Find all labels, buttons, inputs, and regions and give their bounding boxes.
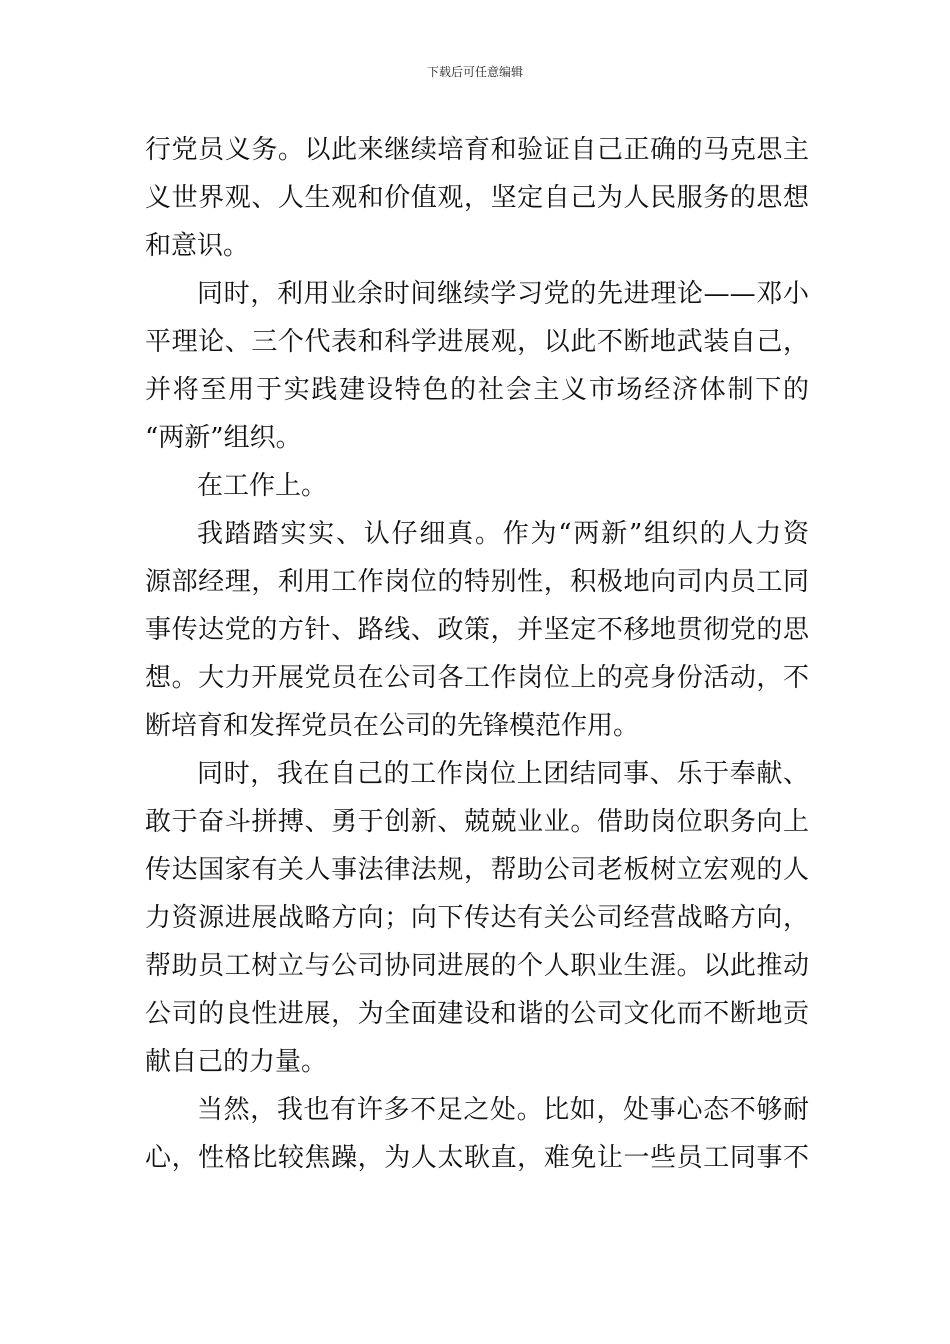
- text-line: 同时，我在自己的工作岗位上团结同事、乐于奉献、: [197, 759, 809, 789]
- text-line: “两新”组织。: [145, 423, 302, 453]
- text-line: 和意识。: [145, 231, 250, 261]
- text-line: 力资源进展战略方向；向下传达有关公司经营战略方向，: [145, 903, 809, 933]
- text-line: 公司的良性进展，为全面建设和谐的公司文化而不断地贡: [145, 999, 809, 1029]
- text-line: 传达国家有关人事法律法规，帮助公司老板树立宏观的人: [145, 855, 809, 885]
- text-line: 敢于奋斗拼搏、勇于创新、兢兢业业。借助岗位职务向上: [145, 807, 809, 837]
- text-line: 献自己的力量。: [145, 1047, 328, 1077]
- text-line: 源部经理，利用工作岗位的特别性，积极地向司内员工同: [145, 567, 809, 597]
- text-line: 行党员义务。以此来继续培育和验证自己正确的马克思主: [145, 135, 809, 165]
- text-line: 平理论、三个代表和科学进展观，以此不断地武装自己，: [145, 327, 809, 357]
- text-line: 同时，利用业余时间继续学习党的先进理论——邓小: [197, 279, 809, 309]
- text-line: 心，性格比较焦躁，为人太耿直，难免让一些员工同事不: [145, 1143, 809, 1173]
- text-line: 断培育和发挥党员在公司的先锋模范作用。: [145, 711, 640, 741]
- text-line: 义世界观、人生观和价值观，坚定自己为人民服务的思想: [145, 183, 809, 213]
- text-line: 在工作上。: [197, 471, 328, 501]
- document-body: [145, 126, 809, 1182]
- page-header: 下载后可任意编辑: [426, 65, 523, 79]
- text-line: 事传达党的方针、路线、政策，并坚定不移地贯彻党的思: [145, 615, 809, 645]
- text-line: 并将至用于实践建设特色的社会主义市场经济体制下的: [145, 375, 809, 405]
- text-line: 帮助员工树立与公司协同进展的个人职业生涯。以此推动: [145, 951, 809, 981]
- text-line: 想。大力开展党员在公司各工作岗位上的亮身份活动，不: [145, 663, 809, 693]
- text-line: 当然，我也有许多不足之处。比如，处事心态不够耐: [197, 1095, 809, 1125]
- text-line: 我踏踏实实、认仔细真。作为“两新”组织的人力资: [197, 519, 809, 549]
